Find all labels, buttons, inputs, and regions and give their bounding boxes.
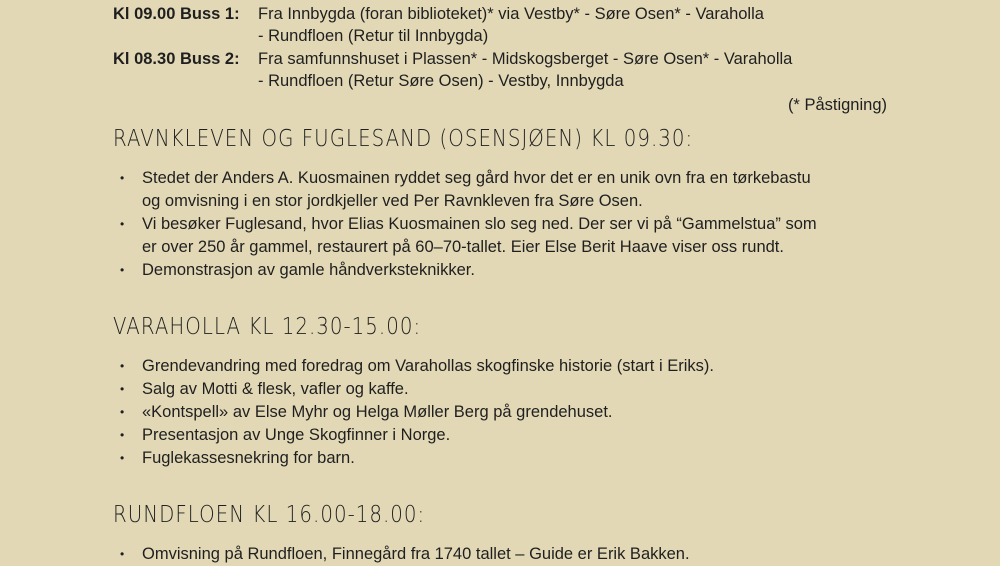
bullet-icon: • [120, 263, 125, 277]
list-item [113, 447, 714, 470]
bullet-icon: • [120, 405, 125, 419]
list-item-line: Grendevandring med foredrag om Varahollas skogfinske historie (start i Eriks). [142, 357, 714, 375]
section-heading-rundfloen: RUNDFLOEN KL 16.00-18.00: [113, 502, 426, 528]
bus-1-route-line-1: Fra Innbygda (foran biblioteket)* via Vestby* - Søre Osen* - Varaholla [258, 5, 764, 23]
list-item [113, 424, 714, 447]
bus-2-label: Kl 08.30 Buss 2: [113, 50, 240, 68]
bus-2-route-line-2: - Rundfloen (Retur Søre Osen) - Vestby, Innbygda [258, 72, 624, 90]
bullet-icon: • [120, 451, 125, 465]
section-list-ravnkleven [113, 167, 817, 282]
list-item-line: «Kontspell» av Else Myhr og Helga Møller Berg på grendehuset. [142, 403, 613, 421]
list-item [113, 167, 817, 213]
list-item [113, 213, 817, 259]
list-item-line: Salg av Motti & flesk, vafler og kaffe. [142, 380, 409, 398]
list-item [113, 543, 690, 566]
list-item [113, 355, 714, 378]
list-item-line: og omvisning i en stor jordkjeller ved Per Ravnkleven fra Søre Osen. [142, 192, 643, 210]
section-heading-ravnkleven: RAVNKLEVEN OG FUGLESAND (OSENSJØEN) KL 09.30: [113, 126, 694, 152]
list-item-line: Stedet der Anders A. Kuosmainen ryddet seg gård hvor det er en unik ovn fra en tørkebastu [142, 169, 811, 187]
list-item-line: Fuglekassesnekring for barn. [142, 449, 355, 467]
list-item-line: Omvisning på Rundfloen, Finnegård fra 1740 tallet – Guide er Erik Bakken. [142, 545, 690, 563]
bus-1-label: Kl 09.00 Buss 1: [113, 5, 240, 23]
bullet-icon: • [120, 217, 125, 231]
bullet-icon: • [120, 428, 125, 442]
bus-2-route-line-1: Fra samfunnshuset i Plassen* - Midskogsberget - Søre Osen* - Varaholla [258, 50, 793, 68]
boarding-note: (* Påstigning) [787, 96, 887, 114]
section-list-varaholla [113, 355, 714, 470]
bus-1-route-line-2: - Rundfloen (Retur til Innbygda) [258, 27, 489, 45]
list-item [113, 378, 714, 401]
bullet-icon: • [120, 171, 125, 185]
list-item-line: Presentasjon av Unge Skogfinner i Norge. [142, 426, 451, 444]
section-list-rundfloen [113, 543, 690, 566]
list-item-line: Demonstrasjon av gamle håndverksteknikker. [142, 261, 475, 279]
list-item-line: Vi besøker Fuglesand, hvor Elias Kuosmainen slo seg ned. Der ser vi på “Gammelstua” som [142, 215, 817, 233]
bullet-icon: • [120, 382, 125, 396]
list-item [113, 401, 714, 424]
list-item-line: er over 250 år gammel, restaurert på 60–70-tallet. Eier Else Berit Haave viser oss rundt. [142, 238, 784, 256]
bullet-icon: • [120, 547, 125, 561]
list-item [113, 259, 817, 282]
section-heading-varaholla: VARAHOLLA KL 12.30-15.00: [113, 314, 422, 340]
bullet-icon: • [120, 359, 125, 373]
